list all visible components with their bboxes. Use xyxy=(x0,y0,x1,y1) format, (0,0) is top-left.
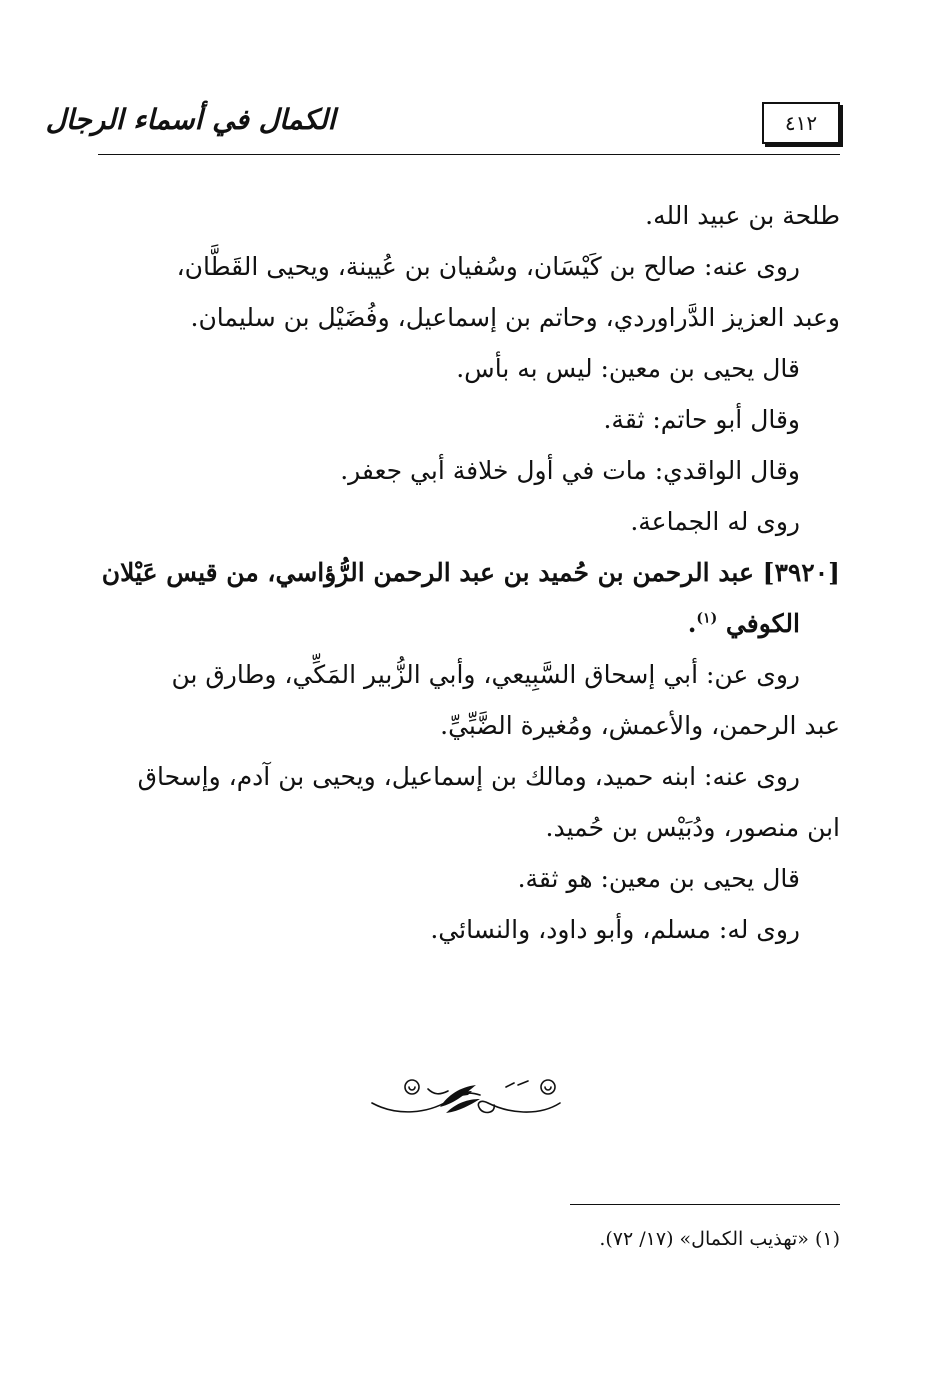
footnote-rule xyxy=(570,1204,840,1205)
text-line: وقال أبو حاتم: ثقة. xyxy=(603,405,800,434)
text-line: عبد الرحمن، والأعمش، ومُغيرة الضَّبِّيِّ. xyxy=(440,711,840,740)
entry-heading-continued xyxy=(98,598,840,649)
text-line: قال يحيى بن معين: هو ثقة. xyxy=(517,864,800,893)
footnote-marker: (١) xyxy=(696,610,718,627)
text-line: وقال الواقدي: مات في أول خلافة أبي جعفر. xyxy=(340,456,800,485)
main-text xyxy=(98,190,840,955)
page-number: ٤١٢ xyxy=(784,111,818,135)
text-line: وعبد العزيز الدَّراوردي، وحاتم بن إسماعيل، وفُضَيْل بن سليمان. xyxy=(190,303,840,332)
text-line: روى عن: أبي إسحاق السَّبِيعي، وأبي الزُّبير المَكِّي، وطارق بن xyxy=(171,660,800,689)
entry-heading-name: الكوفي xyxy=(725,609,800,638)
text-line: قال يحيى بن معين: ليس به بأس. xyxy=(456,354,800,383)
text-line: ابن منصور، ودُبَيْس بن حُميد. xyxy=(545,813,840,842)
page-number-box xyxy=(762,102,840,144)
header-rule xyxy=(98,154,840,155)
text-line: روى عنه: ابنه حميد، ومالك بن إسماعيل، ويحيى بن آدم، وإسحاق xyxy=(137,762,800,791)
entry-heading: [٣٩٢٠] عبد الرحمن بن حُميد بن عبد الرحمن الرُّؤاسي، من قيس عَيْلان xyxy=(101,558,840,587)
text-line: طلحة بن عبيد الله. xyxy=(645,201,840,230)
text-line: روى له: مسلم، وأبو داود، والنسائي. xyxy=(430,915,800,944)
footnote: (١) «تهذيب الكمال» (١٧/ ٧٢). xyxy=(599,1228,840,1250)
ornament-divider xyxy=(368,1073,564,1121)
text-line: روى عنه: صالح بن كَيْسَان، وسُفيان بن عُيينة، ويحيى القَطَّان، xyxy=(176,252,800,281)
text-line: روى له الجماعة. xyxy=(630,507,800,536)
running-title: الكمال في أسماء الرجال xyxy=(45,102,336,136)
page-header xyxy=(45,86,840,158)
heading-period: . xyxy=(687,609,697,638)
